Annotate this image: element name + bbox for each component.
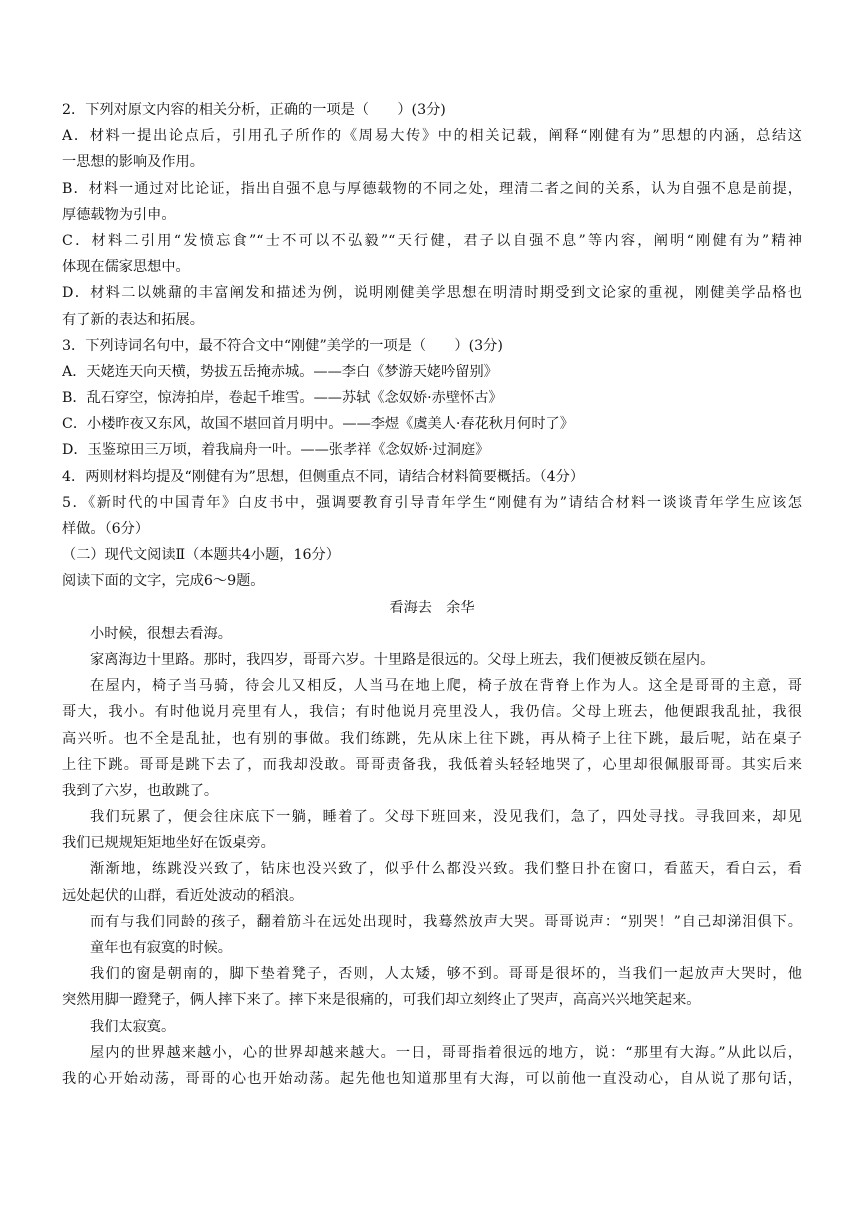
paragraph-4-line1: 我们玩累了，便会往床底下一躺，睡着了。父母下班回来，没见我们，急了，四处寻找。寻我回来，却见 [90,809,802,826]
q2-option-a-line1: A．材料一提出论点后，引用孔子所作的《周易大传》中的相关记载，阐释“刚健有为”思想的内涵，总结这 [62,128,802,145]
section-heading: （二）现代文阅读Ⅱ（本题共4小题，16分） [62,547,340,564]
q2-option-c-line2: 体现在儒家思想中。 [62,259,190,276]
question-4: 4．两则材料均提及“刚健有为”思想，但侧重点不同，请结合材料简要概括。（4分） [62,468,585,485]
paragraph-3-line1: 在屋内，椅子当马骑，待会儿又相反，人当马在地上爬，椅子放在背脊上作为人。这全是哥哥的主意，哥 [90,678,802,695]
paragraph-5-line2: 远处起伏的山群，看近处波动的稻浪。 [62,887,304,904]
section-instruction: 阅读下面的文字，完成6～9题。 [62,573,265,590]
paragraph-6: 而有与我们同龄的孩子，翻着筋斗在远处出现时，我蓦然放声大哭。哥哥说声：“别哭！”自己却涕泪俱下。 [90,913,802,930]
q3-option-c: C．小楼昨夜又东风，故国不堪回首月明中。——李煜《虞美人·春花秋月何时了》 [62,416,574,433]
q2-option-a-line2: 一思想的影响及作用。 [62,154,204,171]
q2-option-b-line1: B．材料一通过对比论证，指出自强不息与厚德载物的不同之处，理清二者之间的关系，认为自强不息是前提， [62,180,802,197]
paragraph-3-line3: 高兴听。也不全是乱扯，也有别的事做。我们练跳，先从床上往下跳，再从椅子上往下跳，最后呢，站在桌子 [62,730,802,747]
document-page [62,97,802,1092]
article-title: 看海去 余华 [389,599,475,616]
paragraph-3-line5: 我到了六岁，也敢跳了。 [62,782,219,799]
paragraph-10-line2: 我的心开始动荡，哥哥的心也开始动荡。起先他也知道那里有大海，可以前他一直没动心，自从说了那句话， [62,1070,802,1087]
paragraph-3-line4: 上往下跳。哥哥是跳下去了，而我却没敢。哥哥责备我，我低着头轻轻地哭了，心里却很佩服哥哥。其实后来 [62,756,802,773]
question-5-line1: 5．《新时代的中国青年》白皮书中，强调要教育引导青年学生“刚健有为”请结合材料一谈谈青年学生应该怎 [62,494,802,511]
question-5-line2: 样做。（6分） [62,521,150,537]
paragraph-7: 童年也有寂寞的时候。 [90,940,232,956]
paragraph-8-line2: 突然用脚一蹬凳子，俩人摔下来了。摔下来是很痛的，可我们却立刻终止了哭声，高高兴兴地笑起来。 [62,992,701,1009]
paragraph-8-line1: 我们的窗是朝南的，脚下垫着凳子，否则，人太矮，够不到。哥哥是很坏的，当我们一起放声大哭时，他 [90,966,802,983]
question-3-stem: 3．下列诗词名句中，最不符合文中“刚健”美学的一项是（ ）(3分) [62,337,503,354]
q2-option-d-line1: D．材料二以姚鼐的丰富阐发和描述为例，说明刚健美学思想在明清时期受到文论家的重视，刚健美学品格也 [62,285,802,302]
paragraph-3-line2: 哥大，我小。有时他说月亮里有人，我信；有时他说月亮里没人，我仍信。父母上班去，他便跟我乱扯，我很 [62,704,802,721]
paragraph-9: 我们太寂寞。 [90,1018,176,1035]
paragraph-1: 小时候，很想去看海。 [90,625,232,642]
q2-option-b-line2: 厚德载物为引申。 [62,206,176,223]
question-2-stem: 2．下列对原文内容的相关分析，正确的一项是（ ）(3分) [62,102,446,118]
paragraph-4-line2: 我们已规规矩矩地坐好在饭桌旁。 [62,835,275,852]
paragraph-10-line1: 屋内的世界越来越小，心的世界却越来越大。一日，哥哥指着很远的地方，说：“那里有大海。”从此以后， [90,1044,802,1061]
paragraph-2: 家离海边十里路。那时，我四岁，哥哥六岁。十里路是很远的。父母上班去，我们便被反锁在屋内。 [90,651,715,668]
q3-option-b: B．乱石穿空，惊涛拍岸，卷起千堆雪。——苏轼《念奴娇·赤壁怀古》 [62,390,503,407]
q2-option-c-line1: C．材料二引用“发愤忘食”“士不可以不弘毅”“天行健，君子以自强不息”等内容，阐明“刚健有为”精神 [62,232,802,249]
paragraph-5-line1: 渐渐地，练跳没兴致了，钻床也没兴致了，似乎什么都没兴致。我们整日扑在窗口，看蓝天，看白云，看 [90,861,802,878]
q3-option-a: A．天姥连天向天横，势拔五岳掩赤城。——李白《梦游天姥吟留别》 [62,363,498,380]
q2-option-d-line2: 有了新的表达和拓展。 [62,311,204,328]
q3-option-d: D．玉鉴琼田三万顷，着我扁舟一叶。——张孝祥《念奴娇·过洞庭》 [62,442,490,459]
